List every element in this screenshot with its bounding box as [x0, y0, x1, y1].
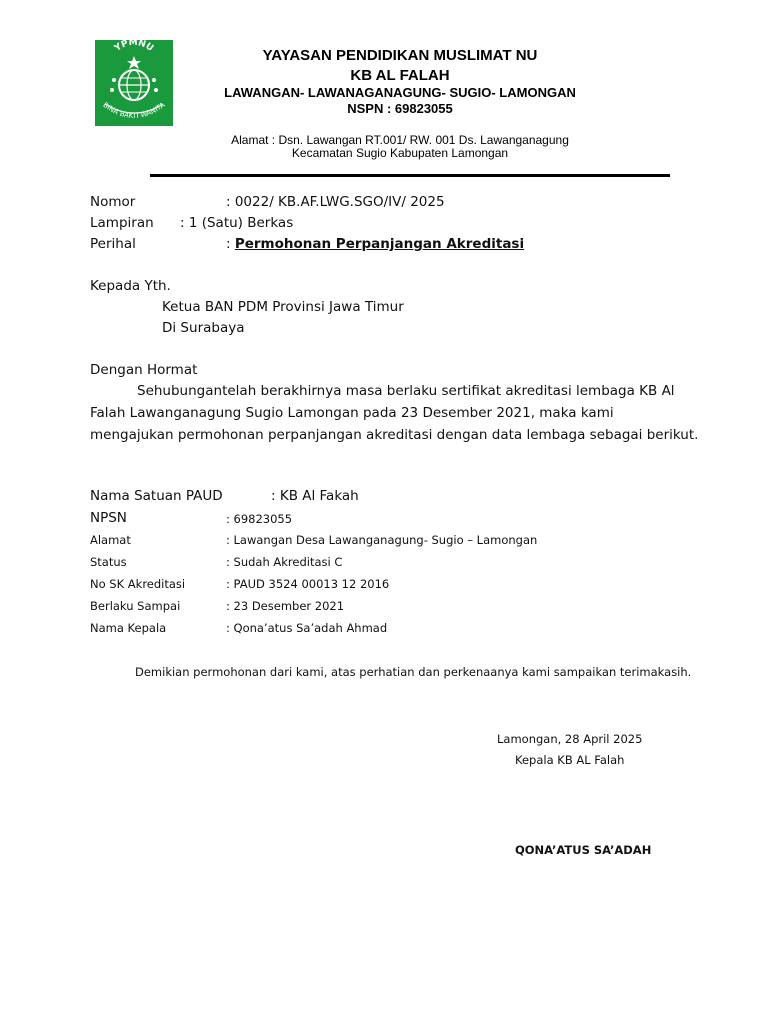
signature-name: QONA’ATUS SA’ADAH	[515, 843, 652, 857]
detail-label: Nama Satuan PAUD	[90, 488, 223, 504]
logo-bottom-text: BINA BAKTI WANITA	[101, 100, 167, 121]
detail-label: Status	[90, 555, 127, 569]
detail-label: Nama Kepala	[90, 621, 167, 635]
address-line-2: Kecamatan Sugio Kabupaten Lamongan	[291, 146, 509, 160]
school-nspn: NSPN : 69823055	[347, 101, 453, 116]
lampiran-value: : 1 (Satu) Berkas	[180, 215, 294, 231]
body-paragraph-text: Sehubungantelah berakhirnya masa berlaku sertifikat akreditasi lembaga KB Al Falah Lawanganagung Sugio Lamongan pada 23 Desember 2021, maka kami mengajukan permohonan perpanjangan akreditasi dengan data lembaga sebagai berikut.	[90, 383, 699, 443]
detail-value: : 23 Desember 2021	[226, 599, 345, 613]
detail-value: : KB Al Fakah	[271, 488, 359, 504]
detail-value: : Lawangan Desa Lawanganagung- Sugio – Lamongan	[226, 533, 538, 547]
logo-top-text: YPMNU	[112, 40, 155, 54]
signature-place-date: Lamongan, 28 April 2025	[497, 732, 643, 746]
recipient-greeting: Kepada Yth.	[90, 278, 171, 294]
school-location: LAWANGAN- LAWANAGANAGUNG- SUGIO- LAMONGAN	[224, 85, 576, 100]
lampiran-label: Lampiran	[90, 215, 154, 231]
detail-value: : Sudah Akreditasi C	[226, 555, 343, 569]
org-name: YAYASAN PENDIDIKAN MUSLIMAT NU	[262, 47, 538, 64]
detail-value: : PAUD 3524 00013 12 2016	[226, 577, 390, 591]
perihal-value: Permohonan Perpanjangan Akreditasi	[234, 236, 525, 252]
detail-value: : Qona’atus Sa’adah Ahmad	[226, 621, 388, 635]
school-name: KB AL FALAH	[350, 67, 450, 84]
detail-value: : 69823055	[226, 512, 293, 526]
detail-label: Berlaku Sampai	[90, 599, 181, 613]
address-line-1: Alamat : Dsn. Lawangan RT.001/ RW. 001 Ds. Lawanganagung	[231, 133, 569, 147]
closing-sentence: Demikian permohonan dari kami, atas perhatian dan perkenaanya kami sampaikan terimakasih.	[135, 665, 692, 679]
nomor-value: : 0022/ KB.AF.LWG.SGO/IV/ 2025	[226, 194, 445, 210]
letterhead-divider	[150, 174, 670, 177]
recipient-line-1: Ketua BAN PDM Provinsi Jawa Timur	[162, 299, 404, 315]
nomor-label: Nomor	[90, 194, 136, 210]
ypmnu-logo	[95, 40, 173, 126]
salutation: Dengan Hormat	[90, 362, 198, 378]
perihal-row	[226, 236, 524, 252]
signature-position: Kepala KB AL Falah	[515, 753, 625, 767]
detail-label: NPSN	[90, 510, 127, 526]
perihal-label: Perihal	[90, 236, 136, 252]
recipient-line-2: Di Surabaya	[162, 320, 245, 336]
perihal-colon: :	[226, 236, 235, 252]
detail-label: Alamat	[90, 533, 131, 547]
detail-label: No SK Akreditasi	[90, 577, 186, 591]
body-paragraph	[90, 380, 700, 446]
